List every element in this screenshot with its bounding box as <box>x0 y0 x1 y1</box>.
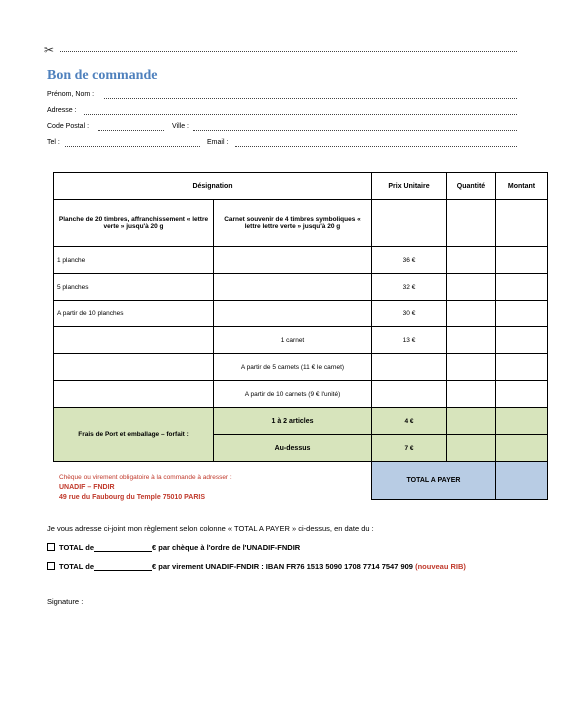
table-row <box>54 301 548 327</box>
row-left <box>54 327 214 354</box>
cheque-checkbox[interactable] <box>47 543 55 551</box>
product-row <box>54 200 548 247</box>
header-designation: Désignation <box>54 173 372 200</box>
nouveau-rib-text: (nouveau RIB) <box>415 562 466 571</box>
amount-cell[interactable] <box>496 327 548 354</box>
total-amount-cell[interactable] <box>496 462 548 500</box>
frais-price: 4 € <box>372 408 447 435</box>
code-postal-label: Code Postal : <box>47 123 90 130</box>
row-left <box>54 381 214 408</box>
product-planche: Planche de 20 timbres, affranchissement « lettre verte » jusqu'à 20 g <box>54 200 214 247</box>
total-prefix: TOTAL de <box>59 562 95 571</box>
frais-label: Frais de Port et emballage – forfait : <box>54 408 214 462</box>
cheque-line <box>47 543 300 552</box>
row-right: A partir de 5 carnets (11 € le carnet) <box>214 354 372 381</box>
email-label: Email : <box>207 139 229 146</box>
table-row <box>54 274 548 301</box>
scissors-icon: ✂ <box>44 43 55 57</box>
adresse-label: Adresse : <box>47 107 77 114</box>
amount-cell[interactable] <box>496 247 548 274</box>
virement-suffix: € par virement UNADIF-FNDIR : IBAN FR76 1513 5090 1708 7714 7547 909 <box>152 562 413 571</box>
virement-checkbox[interactable] <box>47 562 55 570</box>
frais-amount-cell[interactable] <box>496 435 548 462</box>
table-header-row <box>54 173 548 200</box>
amount-cell[interactable] <box>496 381 548 408</box>
amount-cell[interactable] <box>496 354 548 381</box>
product-qty-cell[interactable] <box>447 200 496 247</box>
row-price: 30 € <box>372 301 447 327</box>
virement-line <box>47 562 466 571</box>
row-left: A partir de 10 planches <box>54 301 214 327</box>
payment-note-line2: UNADIF – FNDIR <box>59 484 115 491</box>
intro-text: Je vous adresse ci-joint mon règlement selon colonne « TOTAL A PAYER » ci-dessus, en date du : <box>47 524 374 533</box>
row-left: 5 planches <box>54 274 214 301</box>
product-amount-cell[interactable] <box>496 200 548 247</box>
quantity-cell[interactable] <box>447 247 496 274</box>
frais-option-label: Au-dessus <box>214 435 372 462</box>
row-left: 1 planche <box>54 247 214 274</box>
frais-qty-cell[interactable] <box>447 435 496 462</box>
row-price: 32 € <box>372 274 447 301</box>
cheque-suffix: € par chèque à l'ordre de l'UNADIF-FNDIR <box>152 543 301 552</box>
amount-cell[interactable] <box>496 274 548 301</box>
product-carnet: Carnet souvenir de 4 timbres symboliques « lettre lettre verte » jusqu'à 20 g <box>214 200 372 247</box>
quantity-cell[interactable] <box>447 327 496 354</box>
row-right: 1 carnet <box>214 327 372 354</box>
table-row <box>54 354 548 381</box>
table-row <box>54 327 548 354</box>
email-field[interactable] <box>235 146 517 147</box>
row-right <box>214 301 372 327</box>
ville-label: Ville : <box>172 123 189 130</box>
adresse-field[interactable] <box>84 114 517 115</box>
payment-note-line3: 49 rue du Faubourg du Temple 75010 PARIS <box>59 494 205 501</box>
frais-row <box>54 408 548 435</box>
table-row <box>54 381 548 408</box>
amount-cell[interactable] <box>496 301 548 327</box>
virement-amount-field[interactable] <box>94 562 152 571</box>
ville-field[interactable] <box>193 130 517 131</box>
frais-amount-cell[interactable] <box>496 408 548 435</box>
row-price: 13 € <box>372 327 447 354</box>
tel-label: Tel : <box>47 139 60 146</box>
signature-label: Signature : <box>47 597 84 606</box>
payment-note-line1: Chèque ou virement obligatoire à la commande à adresser : <box>59 474 232 481</box>
frais-price: 7 € <box>372 435 447 462</box>
header-montant: Montant <box>496 173 548 200</box>
row-right: A partir de 10 carnets (9 € l'unité) <box>214 381 372 408</box>
quantity-cell[interactable] <box>447 301 496 327</box>
order-table <box>53 172 548 500</box>
frais-option-label: 1 à 2 articles <box>214 408 372 435</box>
quantity-cell[interactable] <box>447 381 496 408</box>
nom-field[interactable] <box>104 98 517 99</box>
row-price <box>372 381 447 408</box>
quantity-cell[interactable] <box>447 354 496 381</box>
cut-line <box>60 51 517 52</box>
header-quantite: Quantité <box>447 173 496 200</box>
row-left <box>54 354 214 381</box>
header-prix: Prix Unitaire <box>372 173 447 200</box>
nom-label: Prénom, Nom : <box>47 91 95 98</box>
row-price <box>372 354 447 381</box>
frais-qty-cell[interactable] <box>447 408 496 435</box>
page-title: Bon de commande <box>47 68 158 83</box>
cheque-amount-field[interactable] <box>94 543 152 552</box>
row-right <box>214 247 372 274</box>
product-price-cell <box>372 200 447 247</box>
quantity-cell[interactable] <box>447 274 496 301</box>
table-row <box>54 247 548 274</box>
total-prefix: TOTAL de <box>59 543 95 552</box>
row-right <box>214 274 372 301</box>
code-postal-field[interactable] <box>98 130 164 131</box>
row-price: 36 € <box>372 247 447 274</box>
total-label: TOTAL A PAYER <box>372 462 496 500</box>
tel-field[interactable] <box>65 146 200 147</box>
